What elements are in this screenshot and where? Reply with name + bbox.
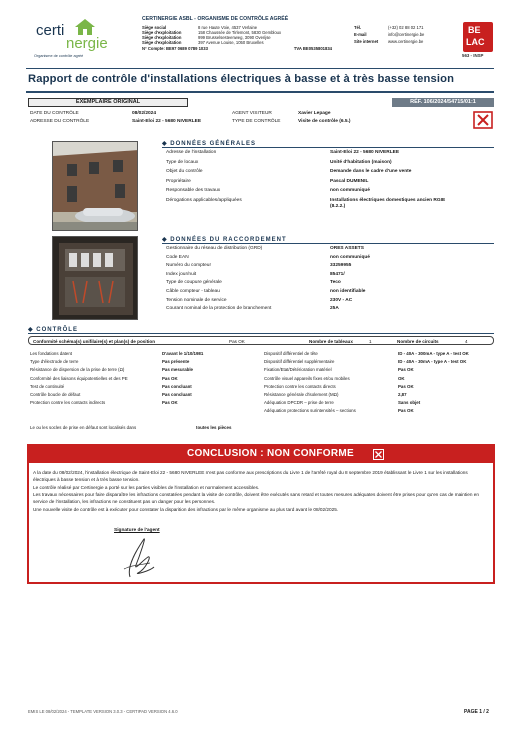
reference-badge [392,98,494,107]
controle-right-label: Contrôle visuel appareils fixes et/ou mobiles [264,375,350,381]
raccordement-value: 33259955 [330,263,352,269]
controle-section-title: ◆ CONTRÔLE [28,327,78,333]
controle-left-label: Test de continuité [30,383,65,389]
belac-code: 563 - INSP [462,53,484,58]
controle-left-value: Pas présente [162,359,190,365]
raccordement-value: non communiqué [330,254,370,260]
raccordement-label: Index jour/nuit [166,271,197,277]
exemplaire-label: EXEMPLAIRE ORIGINAL [75,99,141,105]
general-value: Demande dans le cadre d'une vente [330,169,412,174]
controle-right-value: Pas OK [398,367,414,373]
reference-label: RÉF. 106/2024/54715/01:1 [410,99,476,105]
controle-right-value: ID - 40A - 300mA - type A - test OK [398,351,469,356]
contact-row [354,32,454,37]
meter-photo-image [53,237,138,320]
belac-bottom: LAC [466,37,485,47]
conclusion-title: CONCLUSION : NON CONFORME [187,448,354,459]
controle-left-value: Pas OK [162,400,178,406]
general-label: Adresse de l'installation [166,150,217,155]
raccordement-label: Type de coupure générale [166,280,222,286]
general-value: Pascal DUMENIL [330,178,369,184]
general-value-continued: (8.2.2.) [330,203,346,209]
raccordement-value: 85471/ [330,271,345,277]
raccordement-label: Code EAN [166,254,189,260]
logo-subtitle: Organisme de contrôle agréé [34,54,84,58]
logo-word-nergie: nergie [66,35,108,52]
conclusion-paragraph-3: Les travaux nécessaires pour faire disparaître les infractions constatées pendant la visite de contrôle, doivent être exécutés sans retard et toutes mesures adéquates doivent être prises pour qu'en cas de maintien en service de l'installation, les infractions ne constituent pas un danger pour les personnes. [33,492,479,505]
controle-right-label: Adéquation DPCDR – prise de terre [264,400,334,406]
controle-left-label: Les fondations datent [30,351,72,356]
general-label: Dérogations applicables/appliquées [166,197,242,203]
controle-right-value: 2,87 [398,392,407,397]
controle-right-label: Protection contre les contacts directs [264,383,336,389]
footer-left: EMIS LE 08/02/2024 - TEMPLATE VERSION 3.0.3 - CERTIPAD VERSION 4.6.0 [28,709,178,714]
raccordement-value: non identifiable [330,289,366,294]
logo-word-certi: certi [36,22,65,39]
report-title: Rapport de contrôle d'installations électriques à basse et à très basse tension [28,73,455,85]
controle-right-label: Résistance générale d'isolement (MΩ) [264,392,339,397]
org-address-label: Siège d'exploitation [142,29,182,35]
conclusion-cross-icon [373,449,384,460]
org-address-label: Siège d'exploitation [142,35,182,40]
conclusion-body [33,470,489,514]
controle-left-value: Pas OK [162,375,178,381]
page-number: PAGE 1 / 2 [464,709,489,715]
general-value: non communiqué [330,188,370,193]
general-label: Propriétaire [166,178,191,184]
org-address-value: 999 Brusselsesteenweg, 3090 Overijse [198,35,271,40]
controle-left-value: Pas concluant [162,392,192,397]
org-address-value: 8 rue Haute Voie, 4537 Verlaine [198,24,258,30]
contact-row [354,39,454,44]
socles-label: Le ou les socles de prise en défaut sont localisés dans [30,425,137,430]
raccordement-label: Câble compteur - tableau [166,289,220,294]
contact-label: Tél. [354,25,362,30]
controle-right-label: Dispositif différentiel supplémentaire [264,359,335,365]
raccordement-label: Gestionnaire du réseau de distribution (GRD) [166,246,263,251]
controle-left-label: Résistance de dispersion de la prise de terre (Ω) [30,367,125,373]
contact-label: Site internet [354,38,379,44]
general-section-title: ◆ DONNÉES GÉNÉRALES [162,141,256,147]
agent-value: Xavier Lepage [298,111,331,116]
controle-right-label: Adéquation protections surintensités – sections [264,408,356,414]
date-label: DATE DU CONTRÔLE [30,111,79,116]
org-name: CERTINERGIE ASBL - ORGANISME DE CONTRÔLE AGRÉÉ [142,16,289,22]
org-address-label: Siège d'exploitation [142,40,182,46]
controle-title: CONTRÔLE [36,327,78,333]
conclusion-paragraph-2: Le contrôle réalisé par Certinergie a porté sur les parties visibles de l'installation et normalement accessibles. [33,484,260,490]
tableaux-label: Nombre de tableaux [309,338,353,344]
raccordement-title: DONNÉES DU RACCORDEMENT [170,237,287,243]
raccordement-label: Numéro du compteur [166,263,212,269]
org-address-list [142,25,362,46]
conformite-value: Pas OK [229,338,245,344]
controle-right-label: Fixation/Etat/Détérioration matériel [264,367,332,373]
control-type-label: TYPE DE CONTRÔLE [232,119,281,124]
house-photo-image [53,142,138,231]
controle-right-value: Pas OK [398,408,414,414]
contact-block [354,25,454,45]
socles-value: toutes les pièces [196,425,232,430]
address-label: ADRESSE DU CONTRÔLE [30,119,90,124]
general-value: Saint-Eloi 22 - 5680 NIVERLEE [330,150,400,155]
raccordement-value: 230V - AC [330,297,353,303]
address-value: Saint-Eloi 22 - 5680 NIVERLEE [132,119,202,124]
raccordement-value: Teco [330,280,341,286]
controle-left-label: Type d'électrode de terre [30,359,79,365]
contact-value: (+32) 02 88 02 171 [388,25,424,30]
org-address-value: 158 Chaussée de Tirlemont, 5830 Gembloux [198,29,282,35]
tableaux-value: 1 [369,338,372,344]
conclusion-header [29,446,493,463]
controle-left-label: Contrôle boucle de défaut [30,392,81,397]
controle-right-value: Pas OK [398,383,414,389]
org-address-value: 397 Avenue Louise, 1050 Bruxelles [198,40,264,46]
org-tva: TVA BE0535801834 [293,45,332,51]
house-icon [74,18,96,36]
controle-left-value: Pas mesurable [162,367,193,373]
contact-row [354,25,454,30]
control-type-value: Visite de contrôle (6.5.) [298,119,351,124]
general-value: Installations électriques domestiques ancien RGIE [330,197,446,203]
general-title: DONNÉES GÉNÉRALES [170,141,256,147]
conclusion-paragraph-1: A la date du 08/02/2024, l'installation électrique de Saint-Eloi 22 - 5680 NIVERLEE n'est pas conforme aux prescriptions du Livre 1 de l'arrêté royal du 8 septembre 2019 établissant le Livre 1 sur les installations électriques à basse tension et à très basse tension. [33,470,468,482]
controle-left-value: D'avant le 1/10/1981 [162,351,204,356]
conformite-row [28,336,494,345]
raccordement-value: ORES ASSETS [330,246,364,251]
house-photo [52,141,138,231]
controle-right-label: Dispositif différentiel de tête [264,351,318,356]
logo [30,14,110,60]
contact-value: www.certinergie.be [388,38,424,44]
general-value: Unité d'habitation (maison) [330,159,392,165]
controle-right-value: ID - 40A - 30mA - type A - test OK [398,359,467,365]
contact-value: info@certinergie.be [388,31,425,37]
conclusion-paragraph-4: Une nouvelle visite de contrôle est à exécuter pour constater la disparition des infractions par le même organisme au plus tard avant le 08/02/2025. [33,507,339,513]
org-header [142,16,362,51]
org-bank-row [142,46,332,51]
non-conform-checkbox-icon [473,111,493,129]
belac-logo [462,22,494,58]
controle-left-value: Pas concluant [162,383,192,389]
belac-top: BE [468,25,481,35]
circuits-label: Nombre de circuits [397,338,439,344]
org-address-label: Siège social [142,24,167,30]
org-account: N° Compte: BE97 0689 0789 1033 [142,45,208,51]
meter-photo [52,236,138,320]
circuits-value: 4 [465,338,468,344]
exemplaire-banner [28,98,188,107]
general-label: Type de locaux [166,159,199,165]
raccordement-label: Tension nominale de service [166,297,227,303]
controle-left-label: Conformité des liaisons équipotentielles et des PE [30,375,128,381]
contact-label: E-mail [354,31,367,37]
general-label: Responsable des travaux [166,188,221,193]
agent-label: AGENT VISITEUR [232,111,272,116]
controle-right-value: Sans objet [398,400,421,406]
controle-right-value: OK [398,375,405,381]
general-label: Objet du contrôle [166,169,203,174]
conclusion-box [27,444,495,584]
raccordement-label: Courant nominal de la protection de branchement [166,306,272,312]
controle-left-label: Protection contre les contacts indirects [30,400,106,406]
date-value: 08/02/2024 [132,111,157,116]
raccordement-section-title: ◆ DONNÉES DU RACCORDEMENT [162,237,287,243]
conformite-label: Conformité schéma(s) unifilaire(s) et plan(s) de position [33,338,156,344]
raccordement-value: 25A [330,306,339,312]
signature-label: Signature de l'agent [114,528,160,533]
signature-image [120,535,160,581]
